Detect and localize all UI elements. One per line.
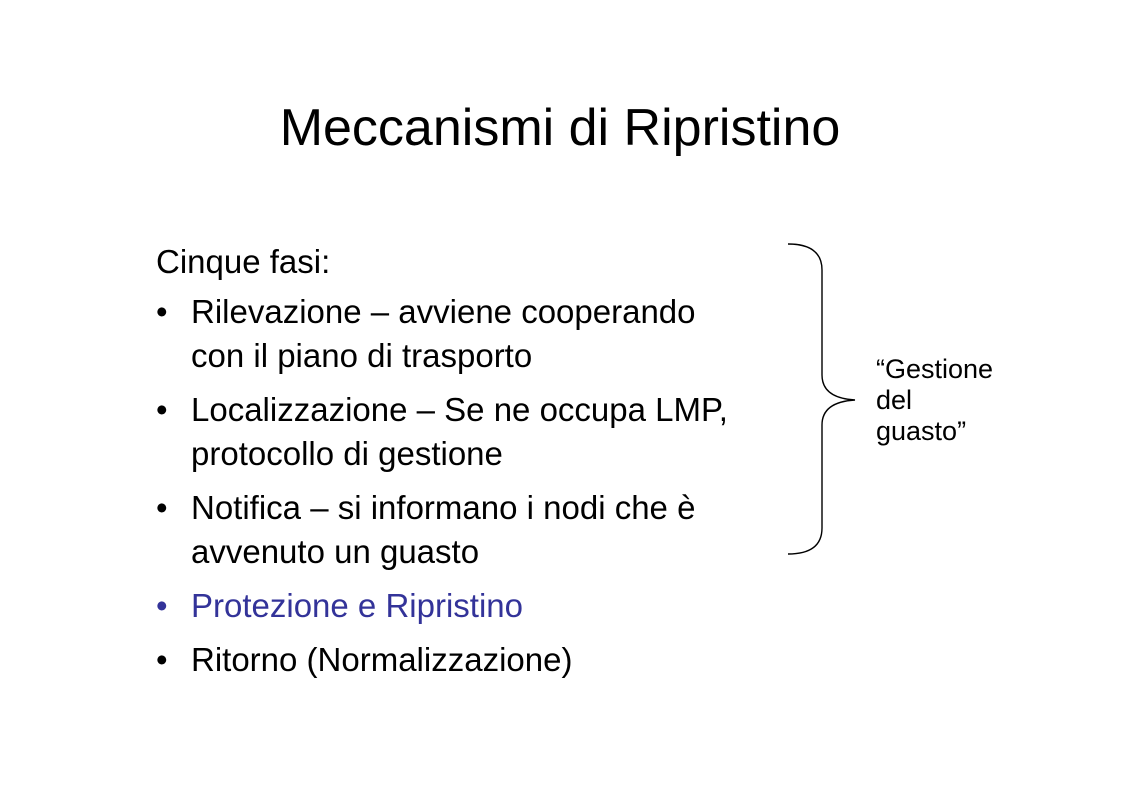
side-note-line: “Gestione bbox=[876, 354, 994, 384]
side-note-line: del bbox=[876, 385, 913, 415]
side-note-gestione-guasto bbox=[876, 354, 993, 447]
bullet-line: con il piano di trasporto bbox=[191, 337, 533, 374]
curly-brace-icon bbox=[785, 240, 865, 560]
bullet-dot: • bbox=[156, 641, 168, 678]
bullet-line: Protezione e Ripristino bbox=[191, 587, 523, 624]
bullet-list bbox=[156, 290, 836, 692]
bullet-item-notifica bbox=[156, 486, 836, 574]
slide-title: Meccanismi di Ripristino bbox=[279, 99, 841, 157]
bullet-line: avvenuto un guasto bbox=[191, 533, 480, 570]
bullet-item-localizzazione bbox=[156, 388, 836, 476]
bullet-item-rilevazione bbox=[156, 290, 836, 378]
bullet-item-ritorno bbox=[156, 638, 836, 682]
bullet-dot: • bbox=[156, 391, 168, 428]
intro-text: Cinque fasi: bbox=[156, 243, 331, 280]
side-note-line: guasto” bbox=[876, 416, 967, 446]
bullet-item-protezione bbox=[156, 584, 836, 628]
bullet-dot: • bbox=[156, 489, 168, 526]
bullet-line: Rilevazione – avviene cooperando bbox=[191, 293, 696, 330]
bullet-line: Localizzazione – Se ne occupa LMP, bbox=[191, 391, 728, 428]
bullet-line: Ritorno (Normalizzazione) bbox=[191, 641, 573, 678]
bullet-dot: • bbox=[156, 587, 168, 624]
bullet-line: protocollo di gestione bbox=[191, 435, 503, 472]
bullet-dot: • bbox=[156, 293, 168, 330]
bullet-line: Notifica – si informano i nodi che è bbox=[191, 489, 696, 526]
